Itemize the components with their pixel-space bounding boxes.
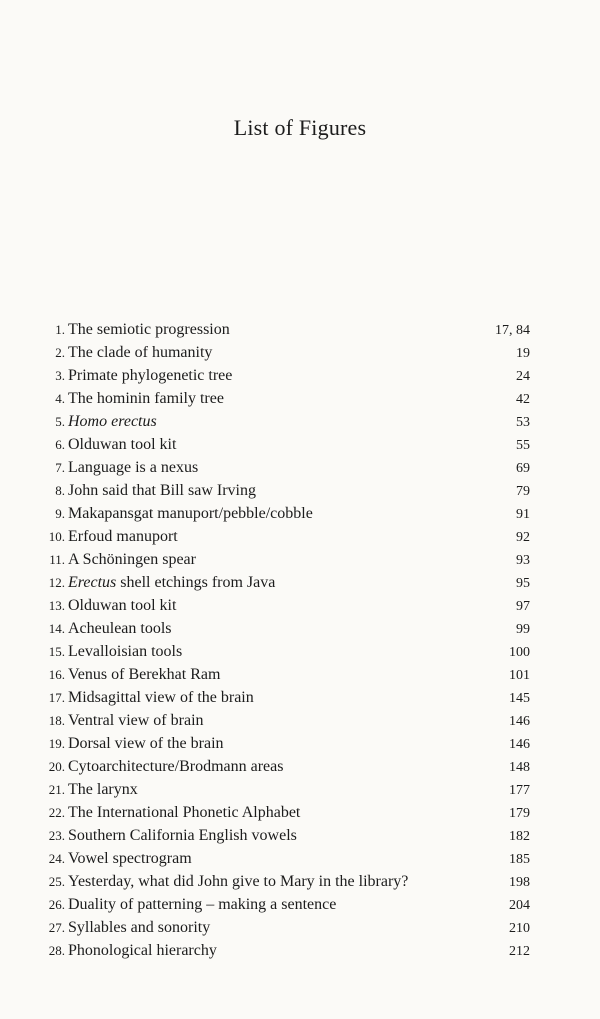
figure-number: 12.	[48, 575, 65, 590]
figure-title: Dorsal view of the brain	[68, 735, 224, 752]
figure-title: Olduwan tool kit	[68, 597, 177, 614]
figure-page: 101	[509, 668, 530, 683]
figure-page: 42	[516, 392, 530, 407]
figure-page: 185	[509, 852, 530, 867]
figure-title: Erfoud manuport	[68, 528, 178, 545]
figure-page: 97	[516, 599, 530, 614]
figure-title: A Schöningen spear	[68, 551, 196, 568]
figure-number: 9.	[55, 506, 65, 521]
figure-title: John said that Bill saw Irving	[68, 482, 256, 499]
figure-page: 99	[516, 622, 530, 637]
figure-entry	[30, 801, 530, 824]
figure-title: The clade of humanity	[68, 344, 213, 361]
figure-entry	[30, 778, 530, 801]
figure-page: 177	[509, 783, 530, 798]
figure-number: 25.	[48, 874, 65, 889]
figure-number: 13.	[48, 598, 65, 613]
figure-entry	[30, 525, 530, 548]
figure-title: Ventral view of brain	[68, 712, 204, 729]
figure-title: Cytoarchitecture/Brodmann areas	[68, 758, 284, 775]
figure-page: 53	[516, 415, 530, 430]
figure-entry	[30, 709, 530, 732]
figure-title: Olduwan tool kit	[68, 436, 177, 453]
figure-title: Acheulean tools	[68, 620, 172, 637]
figure-entry	[30, 847, 530, 870]
figure-number: 7.	[55, 460, 65, 475]
figure-title: Yesterday, what did John give to Mary in the library?	[68, 873, 409, 890]
figure-title: Midsagittal view of the brain	[68, 689, 254, 706]
figure-page: 100	[509, 645, 530, 660]
figure-entry	[30, 617, 530, 640]
figure-entry	[30, 939, 530, 962]
figure-title: Vowel spectrogram	[68, 850, 192, 867]
figure-title: The larynx	[68, 781, 138, 798]
figure-title: The hominin family tree	[68, 390, 224, 407]
figure-number: 3.	[55, 368, 65, 383]
figure-number: 28.	[48, 943, 65, 958]
figure-number: 19.	[48, 736, 65, 751]
figure-entry	[30, 456, 530, 479]
figure-number: 15.	[48, 644, 65, 659]
figure-entry	[30, 824, 530, 847]
figure-page: 93	[516, 553, 530, 568]
figure-entry	[30, 433, 530, 456]
figure-number: 8.	[55, 483, 65, 498]
figure-entry	[30, 594, 530, 617]
figure-number: 24.	[48, 851, 65, 866]
figure-entry	[30, 410, 530, 433]
figure-page: 146	[509, 714, 530, 729]
figure-number: 4.	[55, 391, 65, 406]
figure-title: Language is a nexus	[68, 459, 199, 476]
figure-entry	[30, 893, 530, 916]
figure-number: 17.	[48, 690, 65, 705]
figure-title: Venus of Berekhat Ram	[68, 666, 221, 683]
figure-entry	[30, 755, 530, 778]
figure-entry	[30, 502, 530, 525]
figure-page: 204	[509, 898, 530, 913]
figure-entry	[30, 318, 530, 341]
figure-page: 198	[509, 875, 530, 890]
figure-entry	[30, 479, 530, 502]
figure-page: 182	[509, 829, 530, 844]
figure-title: Homo erectus	[68, 413, 157, 430]
figure-page: 69	[516, 461, 530, 476]
figure-number: 10.	[48, 529, 65, 544]
figure-entry	[30, 663, 530, 686]
figure-title: Duality of patterning – making a sentence	[68, 896, 337, 913]
figure-entry	[30, 548, 530, 571]
figure-number: 14.	[48, 621, 65, 636]
page-title: List of Figures	[233, 115, 367, 140]
figure-entry	[30, 640, 530, 663]
figure-number: 23.	[48, 828, 65, 843]
figure-entry	[30, 571, 530, 594]
figure-page: 55	[516, 438, 530, 453]
figure-entry	[30, 870, 530, 893]
figure-entry	[30, 686, 530, 709]
figure-number: 1.	[55, 322, 65, 337]
figure-title: Phonological hierarchy	[68, 942, 217, 959]
figure-title: Makapansgat manuport/pebble/cobble	[68, 505, 313, 522]
figure-entry	[30, 364, 530, 387]
figure-title-italic: Erectus	[68, 574, 117, 591]
figure-title: The semiotic progression	[68, 321, 230, 338]
figure-number: 16.	[48, 667, 65, 682]
figure-title: Southern California English vowels	[68, 827, 297, 844]
figure-entry	[30, 341, 530, 364]
figure-number: 18.	[48, 713, 65, 728]
figure-number: 27.	[48, 920, 65, 935]
figure-page: 145	[509, 691, 530, 706]
figure-number: 22.	[48, 805, 65, 820]
figure-page: 148	[509, 760, 530, 775]
figure-entry	[30, 732, 530, 755]
figure-page: 146	[509, 737, 530, 752]
figure-number: 11.	[49, 552, 65, 567]
figure-title: Levalloisian tools	[68, 643, 183, 660]
figure-title-rest: shell etchings from Java	[116, 574, 276, 591]
figure-page: 210	[509, 921, 530, 936]
figure-page: 17, 84	[495, 323, 530, 338]
figure-entry	[30, 916, 530, 939]
figure-page: 179	[509, 806, 530, 821]
figure-page: 79	[516, 484, 530, 499]
figure-list	[30, 318, 530, 962]
figure-number: 5.	[55, 414, 65, 429]
figure-number: 2.	[55, 345, 65, 360]
figure-number: 21.	[48, 782, 65, 797]
figure-page: 95	[516, 576, 530, 591]
figure-title: Primate phylogenetic tree	[68, 367, 233, 384]
figure-title	[68, 571, 516, 594]
figure-page: 92	[516, 530, 530, 545]
figure-page: 91	[516, 507, 530, 522]
figure-title: The International Phonetic Alphabet	[68, 804, 301, 821]
figure-page: 24	[516, 369, 530, 384]
figure-number: 26.	[48, 897, 65, 912]
figure-number: 6.	[55, 437, 65, 452]
figure-entry	[30, 387, 530, 410]
figure-title: Syllables and sonority	[68, 919, 211, 936]
figure-page: 212	[509, 944, 530, 959]
figure-page: 19	[516, 346, 530, 361]
figure-number: 20.	[48, 759, 65, 774]
